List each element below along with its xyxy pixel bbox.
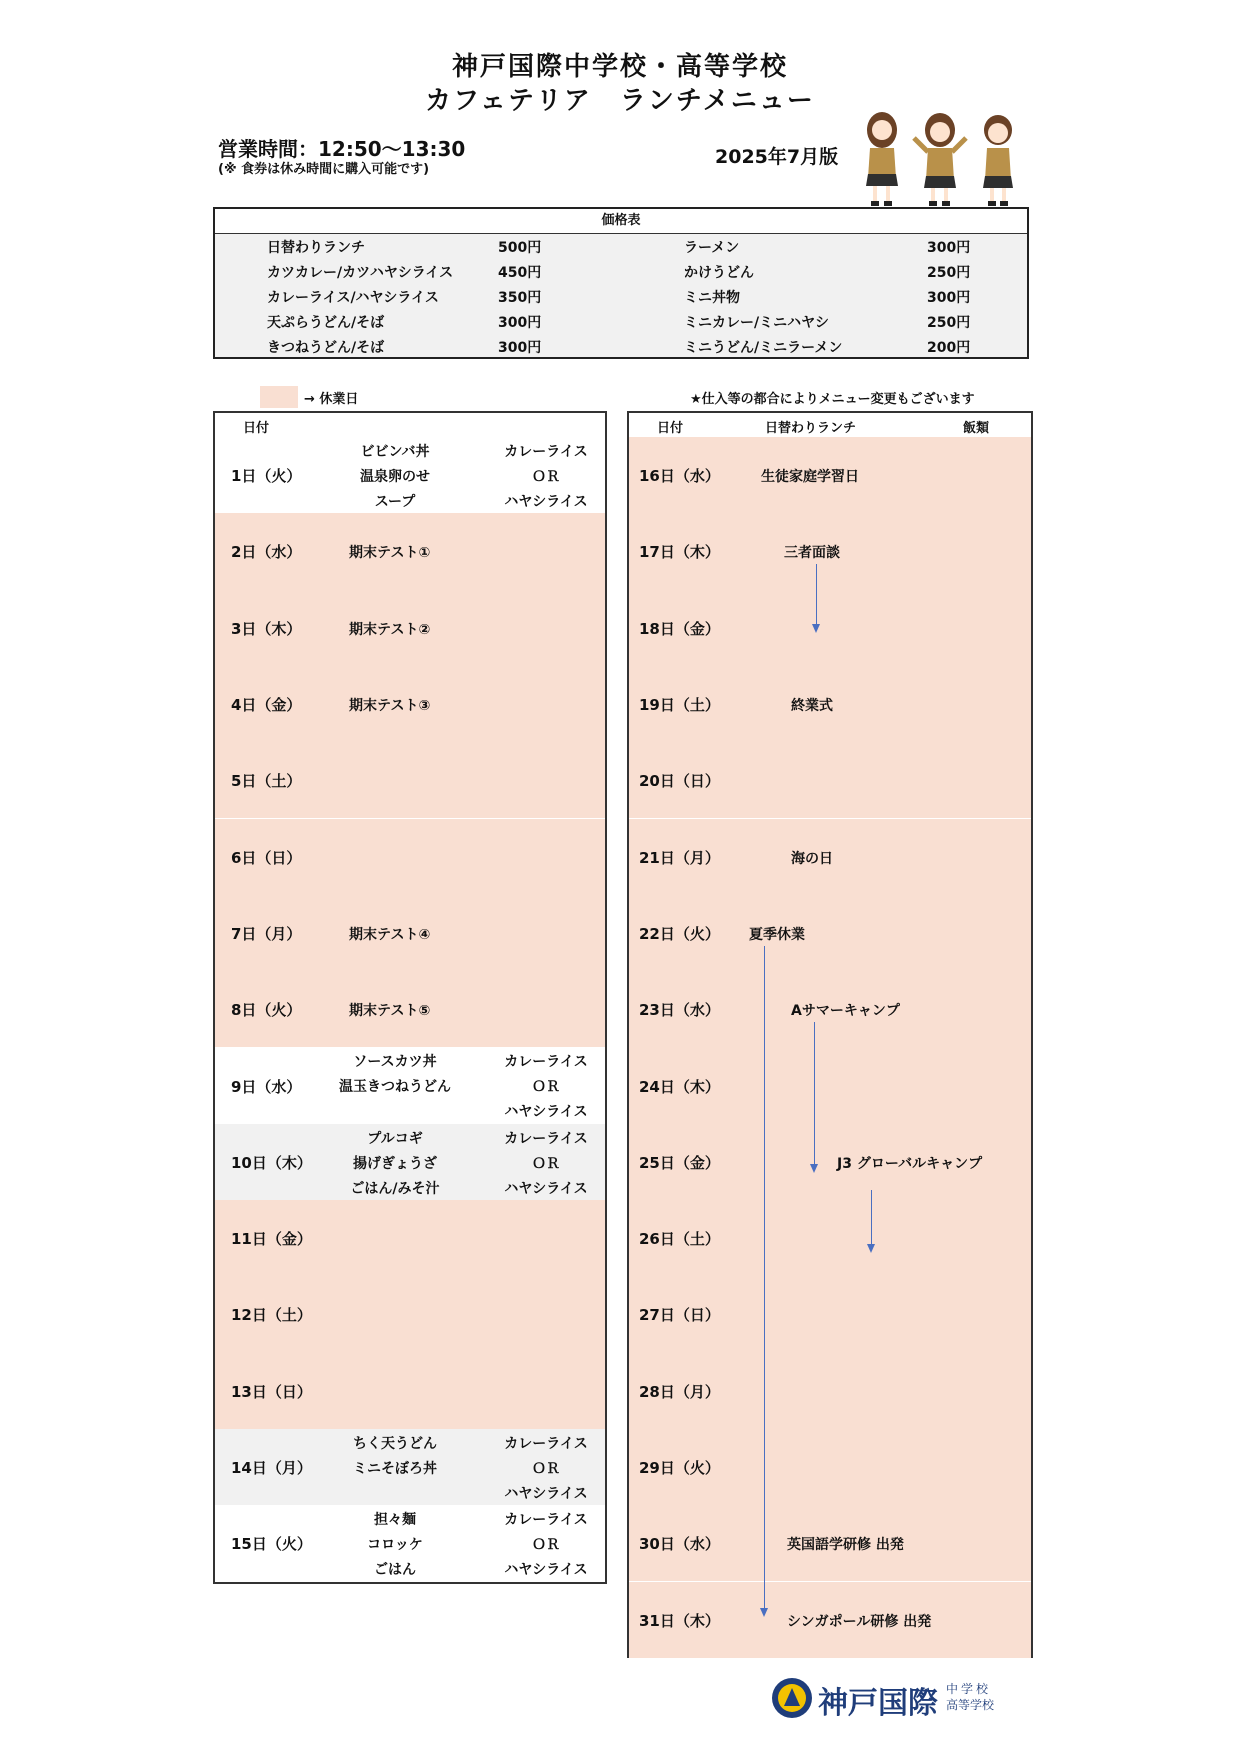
date-header: 日付: [243, 421, 270, 436]
date-label: 17日（木）: [639, 543, 720, 562]
closed-day-legend: → 休業日: [304, 392, 359, 407]
price-item-name: カツカレー/カツハヤシライス: [267, 265, 454, 281]
lunch-item: ごはん/みそ汁: [350, 1180, 440, 1197]
business-hours: 営業時間：12:50～13:30: [218, 137, 466, 161]
arrow-down-icon: [760, 1608, 768, 1617]
calendar-row: [215, 1353, 605, 1429]
date-label: 15日（火）: [231, 1535, 312, 1554]
rice-item: ハヤシライス: [504, 1485, 588, 1502]
event-label: 三者面談: [784, 545, 840, 562]
calendar-row: [629, 513, 1031, 589]
calendar-row: [215, 895, 605, 971]
rice-item: ＯＲ: [532, 1079, 560, 1096]
date-label: 21日（月）: [639, 848, 720, 867]
rice-item: ハヤシライス: [504, 1104, 588, 1121]
students-illustration: [858, 108, 1028, 210]
closed-day-swatch: [260, 386, 298, 408]
event-label: Aサマーキャンプ: [791, 1003, 900, 1020]
calendar-row: [215, 1124, 605, 1200]
date-label: 7日（月）: [231, 924, 302, 943]
calendar-row: [629, 1047, 1031, 1123]
calendar-row: [629, 437, 1031, 513]
lunch-header: 日替わりランチ: [765, 421, 857, 436]
rice-item: ハヤシライス: [504, 494, 588, 510]
price-item-name: ミニうどん/ミニラーメン: [684, 340, 843, 356]
date-label: 31日（木）: [639, 1611, 720, 1630]
lunch-item: ちく天うどん: [353, 1435, 437, 1452]
calendar-row: [629, 1429, 1031, 1505]
price-item-value: 300円: [498, 340, 542, 356]
lunch-item: ミニそぼろ丼: [353, 1460, 437, 1477]
calendar-row: [629, 590, 1031, 666]
price-item-name: 日替わりランチ: [267, 240, 365, 256]
rice-item: ＯＲ: [532, 1537, 560, 1554]
rice-item: ＯＲ: [532, 469, 560, 485]
edition-label: 2025年7月版: [715, 146, 839, 168]
lunch-item: ソースカツ丼: [353, 1054, 437, 1071]
arrow-down-icon: [867, 1244, 875, 1253]
date-label: 22日（火）: [639, 924, 720, 943]
date-label: 16日（水）: [639, 467, 720, 486]
logo-sub-text: 中学校: [946, 1682, 992, 1696]
calendar-row: [215, 1276, 605, 1352]
rice-item: カレーライス: [504, 444, 588, 460]
calendar-row: [215, 819, 605, 895]
event-label: 夏季休業: [749, 926, 805, 943]
price-item-name: ミニ丼物: [684, 290, 740, 306]
date-label: 13日（日）: [231, 1382, 312, 1401]
date-header: 日付: [657, 421, 684, 436]
calendar-row: [629, 1124, 1031, 1200]
calendar-row: [215, 1429, 605, 1505]
lunch-item: コロッケ: [367, 1537, 423, 1554]
event-label: 英国語学研修 出発: [787, 1537, 904, 1554]
calendar-row: [215, 742, 605, 818]
school-emblem-icon: [770, 1676, 814, 1720]
price-item-value: 350円: [498, 290, 542, 306]
event-label: J3 グローバルキャンプ: [837, 1155, 983, 1172]
price-item-value: 450円: [498, 265, 542, 281]
date-label: 28日（月）: [639, 1382, 720, 1401]
price-table-title: 価格表: [215, 209, 1027, 234]
event-label: シンガポール研修 出発: [787, 1613, 932, 1630]
date-label: 19日（土）: [639, 696, 720, 715]
price-item-name: ラーメン: [684, 240, 740, 256]
date-label: 6日（日）: [231, 848, 302, 867]
date-label: 29日（火）: [639, 1459, 720, 1478]
lunch-item: ごはん: [374, 1562, 416, 1579]
event-label: 期末テスト①: [349, 545, 431, 562]
calendar-row: [629, 1276, 1031, 1352]
logo-text: 神戸国際: [818, 1686, 938, 1721]
date-label: 25日（金）: [639, 1153, 720, 1172]
student-right-icon: [983, 115, 1013, 206]
date-label: 24日（木）: [639, 1077, 720, 1096]
rice-item: カレーライス: [504, 1435, 588, 1452]
calendar-row: [629, 666, 1031, 742]
student-middle-icon: [914, 113, 966, 206]
price-item-name: かけうどん: [684, 265, 754, 281]
event-label: 期末テスト⑤: [349, 1003, 431, 1020]
calendar-row: [629, 971, 1031, 1047]
date-label: 2日（水）: [231, 543, 302, 562]
price-item-value: 300円: [927, 290, 971, 306]
arrow-line: [764, 946, 765, 1610]
calendar-row: [215, 1047, 605, 1123]
date-label: 12日（土）: [231, 1306, 312, 1325]
date-label: 23日（水）: [639, 1001, 720, 1020]
lunch-item: 担々麺: [374, 1512, 416, 1529]
rice-item: カレーライス: [504, 1130, 588, 1147]
price-item-name: ミニカレー/ミニハヤシ: [684, 315, 829, 331]
calendar-row: [629, 1200, 1031, 1276]
price-item-value: 250円: [927, 315, 971, 331]
price-item-name: きつねうどん/そば: [267, 340, 385, 356]
event-label: 期末テスト②: [349, 621, 431, 638]
calendar-row: [215, 590, 605, 666]
lunch-item: ビビンバ丼: [360, 444, 430, 460]
price-item-value: 500円: [498, 240, 542, 256]
school-logo: [770, 1672, 1010, 1726]
calendar-row: [629, 819, 1031, 895]
event-label: 生徒家庭学習日: [761, 469, 859, 486]
lunch-item: スープ: [374, 494, 416, 510]
calendar-right: [627, 411, 1033, 1658]
date-label: 3日（木）: [231, 619, 302, 638]
rice-item: ハヤシライス: [504, 1180, 588, 1197]
arrow-down-icon: [810, 1164, 818, 1173]
event-label: 期末テスト③: [349, 698, 431, 715]
price-table: [213, 207, 1029, 359]
event-label: 終業式: [791, 698, 833, 715]
date-label: 20日（日）: [639, 772, 720, 791]
rice-item: ＯＲ: [532, 1460, 560, 1477]
date-label: 26日（土）: [639, 1230, 720, 1249]
date-label: 30日（水）: [639, 1535, 720, 1554]
event-label: 期末テスト④: [349, 926, 431, 943]
calendar-row: [215, 666, 605, 742]
arrow-down-icon: [812, 624, 820, 633]
date-label: 9日（水）: [231, 1077, 302, 1096]
date-label: 8日（火）: [231, 1001, 302, 1020]
calendar-row: [629, 895, 1031, 971]
rice-item: ＯＲ: [532, 1155, 560, 1172]
menu-title: カフェテリア ランチメニュー: [425, 86, 815, 116]
rice-item: カレーライス: [504, 1512, 588, 1529]
lunch-item: 温玉きつねうどん: [339, 1079, 451, 1096]
calendar-row: [629, 1353, 1031, 1429]
calendar-row: [215, 437, 605, 513]
date-label: 4日（金）: [231, 696, 302, 715]
calendar-row: [629, 1505, 1031, 1581]
date-label: 5日（土）: [231, 772, 302, 791]
purchase-note: (※ 食券は休み時間に購入可能です): [218, 162, 430, 177]
calendar-row: [215, 1505, 605, 1581]
student-left-icon: [866, 112, 898, 206]
logo-sub-text: 高等学校: [946, 1698, 995, 1712]
price-item-value: 250円: [927, 265, 971, 281]
lunch-item: プルコギ: [367, 1130, 423, 1147]
lunch-item: 揚げぎょうざ: [353, 1155, 437, 1172]
date-label: 27日（日）: [639, 1306, 720, 1325]
price-item-value: 300円: [498, 315, 542, 331]
calendar-row: [215, 971, 605, 1047]
rice-item: ハヤシライス: [504, 1562, 588, 1579]
arrow-line: [814, 1022, 815, 1166]
menu-change-note: ★仕入等の都合によりメニュー変更もございます: [690, 392, 975, 407]
event-label: 海の日: [791, 850, 833, 867]
calendar-row: [215, 513, 605, 589]
price-item-value: 200円: [927, 340, 971, 356]
calendar-left: [213, 411, 607, 1584]
date-label: 10日（木）: [231, 1153, 312, 1172]
arrow-line: [816, 564, 817, 626]
rice-header: 飯類: [963, 421, 990, 436]
price-item-value: 300円: [927, 240, 971, 256]
calendar-row: [215, 1200, 605, 1276]
date-label: 11日（金）: [231, 1230, 312, 1249]
arrow-line: [871, 1190, 872, 1246]
lunch-item: 温泉卵のせ: [360, 469, 430, 485]
rice-item: カレーライス: [504, 1054, 588, 1071]
date-label: 18日（金）: [639, 619, 720, 638]
price-item-name: カレーライス/ハヤシライス: [267, 290, 439, 306]
school-title: 神戸国際中学校・高等学校: [451, 52, 788, 82]
date-label: 1日（火）: [231, 467, 302, 486]
price-item-name: 天ぷらうどん/そば: [267, 315, 385, 331]
date-label: 14日（月）: [231, 1459, 312, 1478]
calendar-row: [629, 742, 1031, 818]
calendar-row: [629, 1582, 1031, 1658]
